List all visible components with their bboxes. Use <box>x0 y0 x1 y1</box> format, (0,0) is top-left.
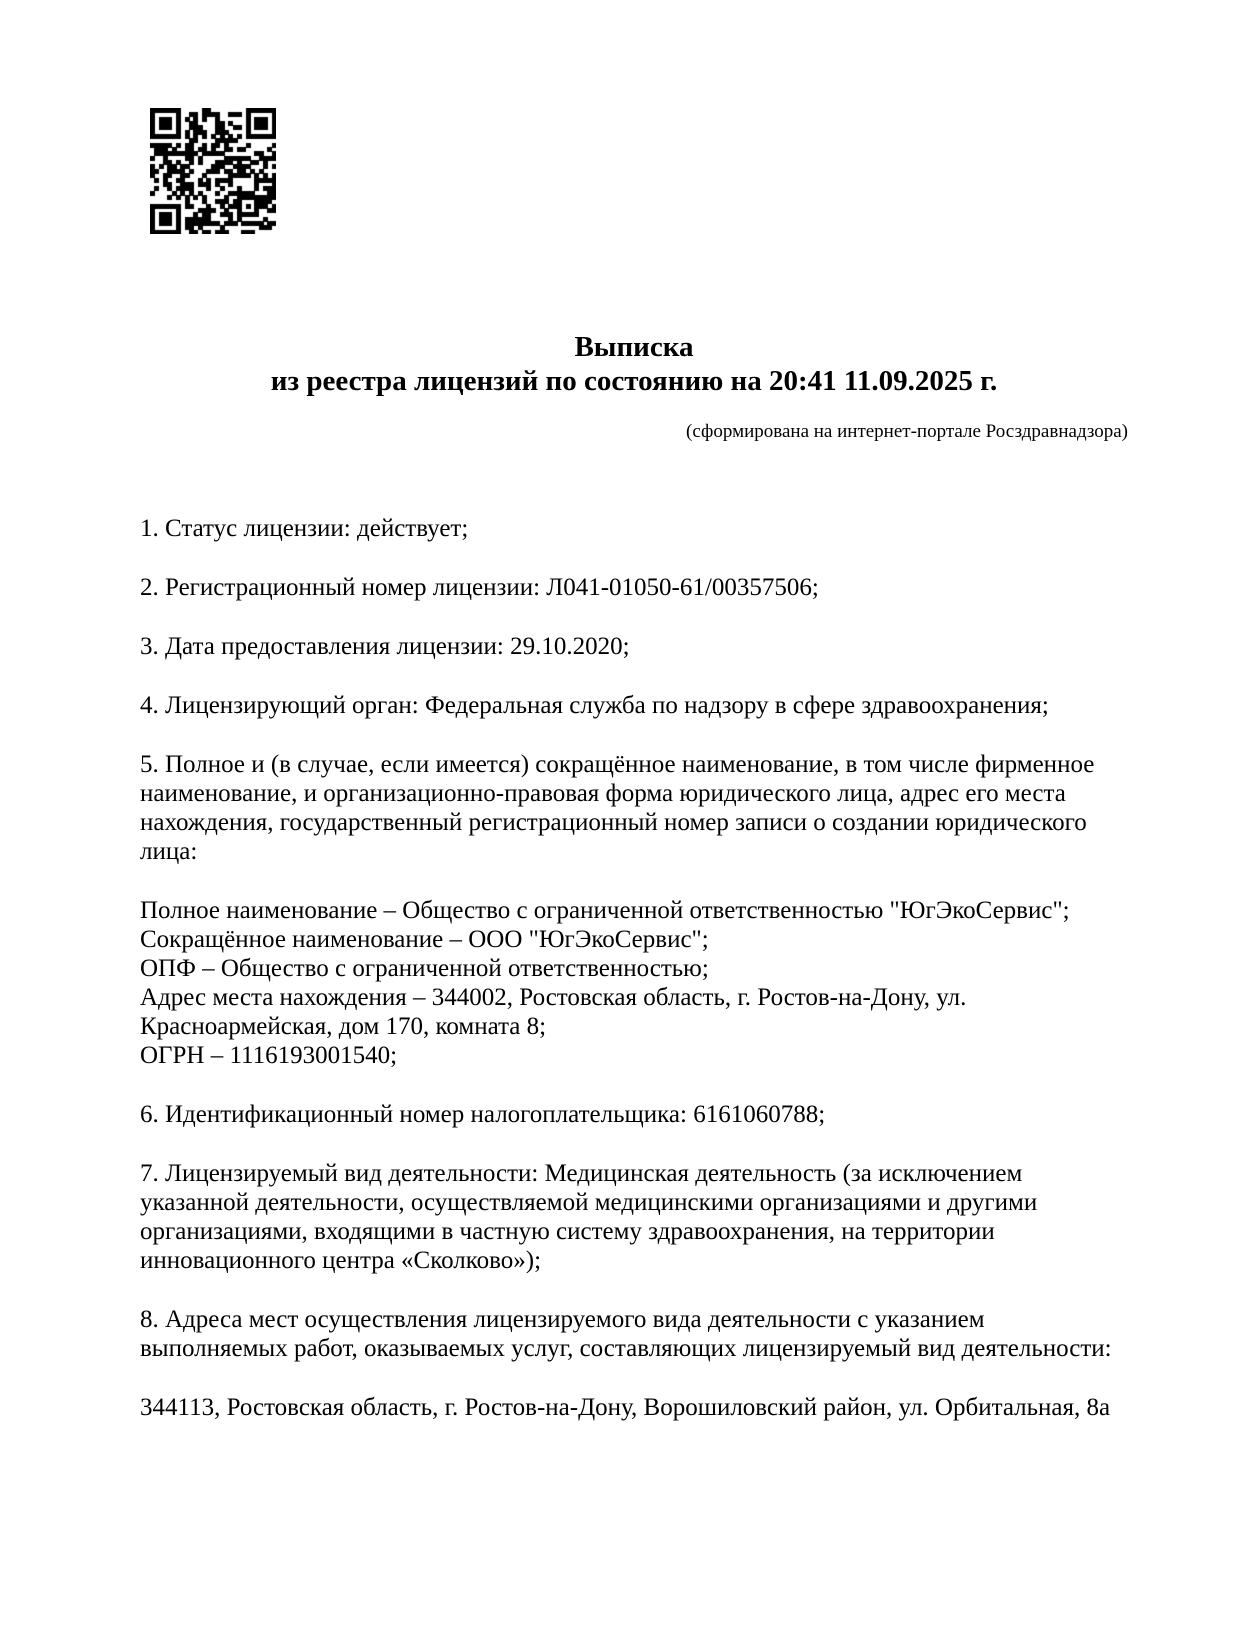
paragraph-licensing-authority: 4. Лицензирующий орган: Федеральная служба по надзору в сфере здравоохранения; <box>140 692 1049 719</box>
title-line-2: из реестра лицензий по состоянию на 20:41 11.09.2025 г. <box>270 365 998 397</box>
activity-address: 344113, Ростовская область, г. Ростов-на-Дону, Ворошиловский район, ул. Орбитальная, 8а <box>140 1394 1111 1421</box>
org-address: Адрес места нахождения – 344002, Ростовская область, г. Ростов-на-Дону, ул. Красноармейская, дом 170, комната 8; <box>140 984 967 1040</box>
qr-code-icon <box>150 108 276 234</box>
paragraph-license-status: 1. Статус лицензии: действует; <box>140 515 469 542</box>
document-subtitle: (сформирована на интернет-портале Росздравнадзора) <box>686 421 1128 442</box>
org-full-name: Полное наименование – Общество с ограниченной ответственностью "ЮгЭкоСервис"; <box>140 897 1070 924</box>
paragraph-grant-date: 3. Дата предоставления лицензии: 29.10.2020; <box>140 633 630 660</box>
org-ogrn: ОГРН – 1116193001540; <box>140 1042 398 1069</box>
paragraph-licensed-activity: 7. Лицензируемый вид деятельности: Медицинская деятельность (за исключением указанной деятельности, осуществляемой медицинскими организациями и другими организациями, входящими в частную систему здравоохранения, на территории инновационного центра «Сколково»); <box>140 1160 1038 1274</box>
document-title <box>140 330 1128 398</box>
paragraph-registration-number: 2. Регистрационный номер лицензии: Л041-01050-61/00357506; <box>140 574 819 601</box>
org-legal-form: ОПФ – Общество с ограниченной ответственностью; <box>140 955 709 982</box>
paragraph-organization-intro: 5. Полное и (в случае, если имеется) сокращённое наименование, в том числе фирменное наименование, и организационно-правовая форма юридического лица, адрес его места нахождения, государственный регистрационный номер записи о создании юридического лица: <box>140 751 1095 865</box>
page-content <box>0 108 1240 1422</box>
document-body <box>140 514 1128 1422</box>
title-line-1: Выписка <box>574 331 694 363</box>
paragraph-taxpayer-number: 6. Идентификационный номер налогоплательщика: 6161060788; <box>140 1101 826 1128</box>
org-short-name: Сокращённое наименование – ООО "ЮгЭкоСервис"; <box>140 926 709 953</box>
paragraph-activity-addresses-intro: 8. Адреса мест осуществления лицензируемого вида деятельности с указанием выполняемых работ, оказываемых услуг, составляющих лицензируемый вид деятельности: <box>140 1306 1112 1362</box>
organization-details <box>140 896 1128 1070</box>
